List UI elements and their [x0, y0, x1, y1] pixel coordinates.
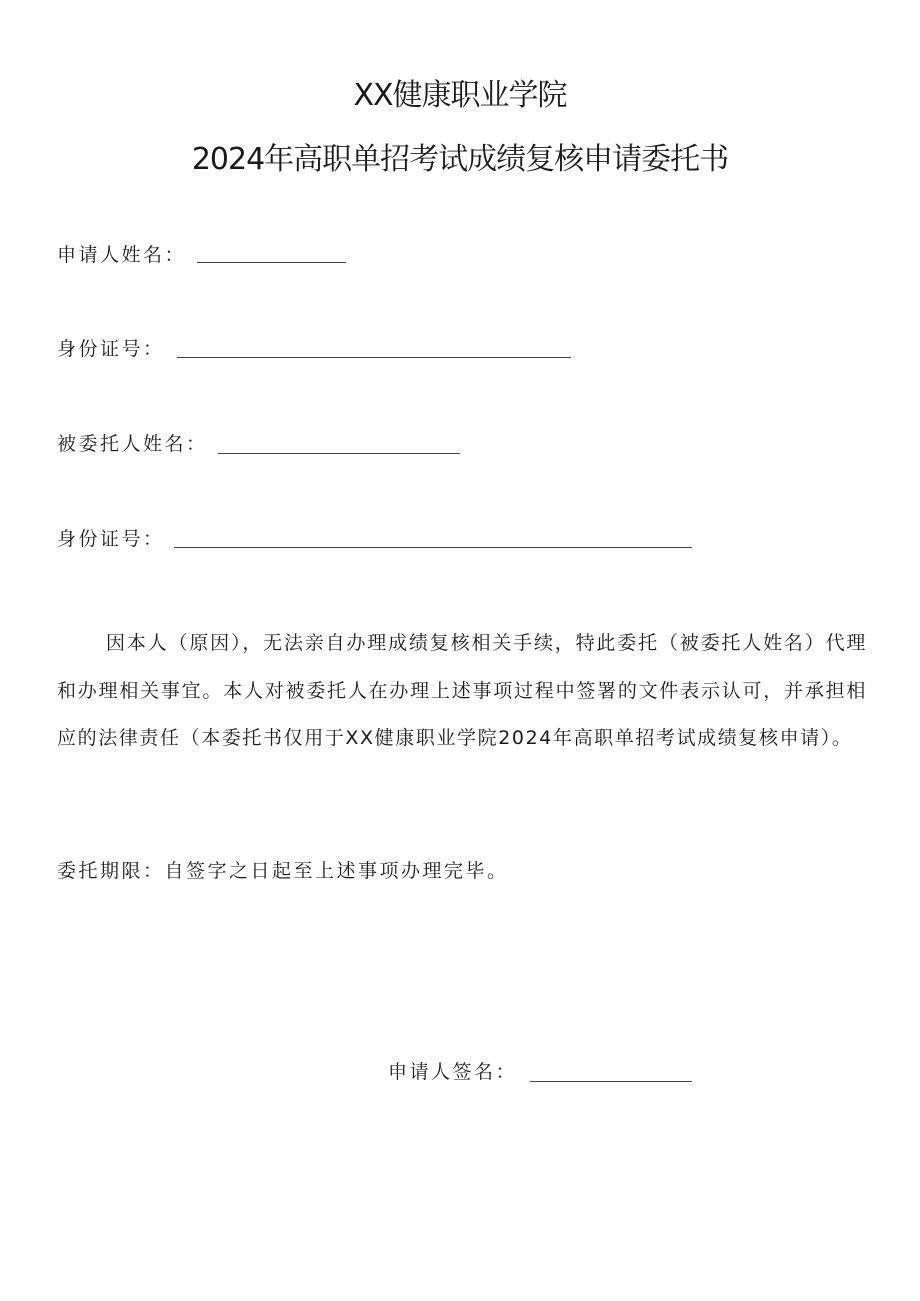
delegate-name-label: 被委托人姓名： — [57, 433, 208, 455]
delegate-name-row — [57, 432, 208, 456]
delegate-id-label: 身份证号： — [57, 528, 165, 550]
signature-label: 申请人签名： — [388, 1061, 518, 1083]
delegate-name-blank[interactable] — [218, 453, 460, 454]
delegation-statement: 因本人（原因），无法亲自办理成绩复核相关手续，特此委托（被委托人姓名）代理和办理相关事宜。本人对被委托人在办理上述事项过程中签署的文件表示认可，并承担相应的法律责任（本委托书仅用于XX健康职业学院2024年高职单招考试成绩复核申请）。 — [57, 632, 867, 749]
delegate-id-row — [57, 527, 165, 551]
document-title-school: XX健康职业学院 — [353, 78, 567, 113]
applicant-name-row — [57, 243, 186, 267]
document-title-form: 2024年高职单招考试成绩复核申请委托书 — [191, 142, 729, 177]
applicant-name-blank[interactable] — [197, 262, 346, 263]
delegate-id-blank[interactable] — [174, 547, 692, 548]
delegation-term: 委托期限：自签字之日起至上述事项办理完毕。 — [57, 860, 509, 882]
applicant-id-blank[interactable] — [177, 357, 571, 358]
signature-row — [388, 1060, 517, 1084]
applicant-id-row — [57, 337, 165, 361]
applicant-name-label: 申请人姓名： — [57, 244, 187, 266]
signature-blank[interactable] — [530, 1081, 692, 1082]
applicant-id-label: 身份证号： — [57, 338, 165, 360]
